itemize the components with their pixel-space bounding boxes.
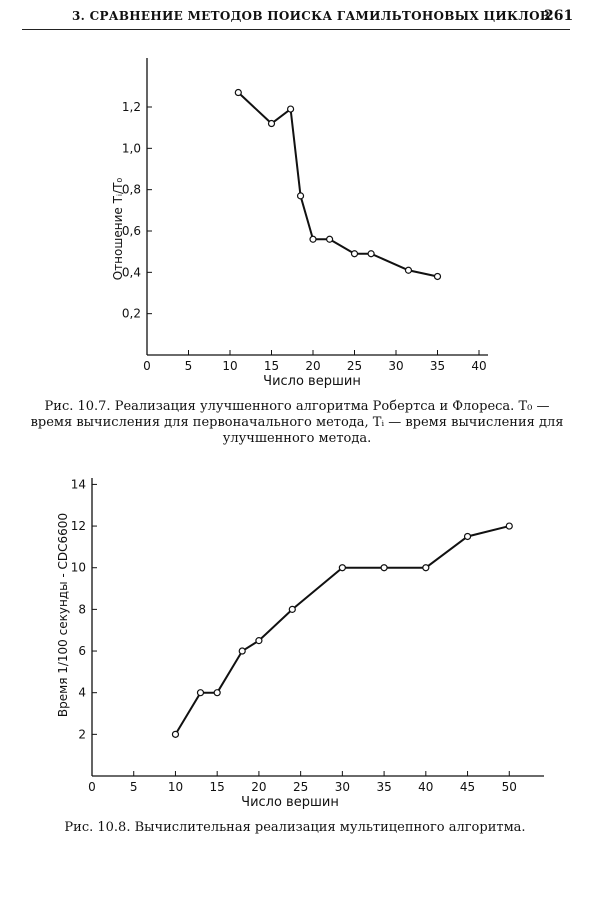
fig1-x-tick-label: 30: [388, 359, 404, 373]
fig1-y-tick-label: 0,6: [121, 224, 141, 238]
fig2-x-tick-label: 30: [334, 780, 351, 794]
fig2-x-tick-label: 10: [167, 780, 184, 794]
fig2-data-point: [214, 690, 220, 696]
fig1-series-line: [238, 93, 437, 277]
fig2-y-tick-label: 2: [78, 727, 86, 742]
fig2-y-tick-label: 8: [78, 602, 86, 617]
fig1-x-tick-label: 10: [222, 359, 238, 373]
fig2-data-point: [506, 523, 512, 529]
fig2-y-tick-label: 4: [78, 685, 86, 700]
fig1-y-tick-label: 0,8: [121, 182, 141, 197]
fig2-x-tick-label: 40: [418, 780, 434, 794]
fig2-data-point: [239, 648, 245, 654]
fig1-data-point: [352, 251, 358, 257]
figure-10-7-chart: [0, 0, 593, 400]
fig2-data-point: [197, 690, 203, 696]
fig2-data-point: [381, 565, 387, 571]
fig1-x-axis-label: Число вершин: [263, 374, 361, 389]
fig2-x-axis-label: Число вершин: [241, 795, 339, 810]
fig2-x-tick-label: 50: [501, 780, 517, 794]
fig1-y-axis-label: Отношение Tᵢ/T₀: [111, 177, 125, 281]
fig2-x-tick-label: 25: [292, 780, 309, 794]
fig2-x-tick-label: 35: [376, 780, 392, 794]
fig1-y-tick-label: 0,2: [121, 306, 141, 321]
fig2-y-tick-label: 6: [78, 644, 86, 659]
fig1-data-point: [327, 236, 333, 242]
fig2-y-tick-label: 14: [70, 477, 86, 492]
figure-10-8-chart: [0, 420, 593, 820]
fig2-data-point: [423, 565, 429, 571]
fig1-y-tick-label: 1,2: [121, 100, 141, 114]
fig1-x-tick-label: 0: [143, 359, 151, 373]
fig1-y-tick-label: 0,4: [121, 265, 141, 280]
fig1-data-point: [368, 251, 374, 257]
fig1-data-point: [269, 121, 275, 127]
fig1-x-tick-label: 35: [429, 359, 446, 373]
fig1-y-tick-label: 1,0: [121, 141, 141, 156]
fig1-x-tick-label: 15: [263, 359, 280, 373]
fig2-y-tick-label: 10: [70, 560, 86, 575]
fig1-x-tick-label: 40: [471, 359, 487, 373]
fig2-x-tick-label: 5: [129, 780, 138, 794]
fig2-x-tick-label: 20: [251, 780, 267, 794]
fig1-x-tick-label: 5: [184, 359, 193, 373]
fig2-data-point: [465, 533, 471, 539]
fig2-data-point: [172, 731, 178, 737]
fig1-x-tick-label: 20: [305, 359, 321, 373]
fig2-y-tick-label: 12: [70, 519, 86, 534]
running-title: 3. СРАВНЕНИЕ МЕТОДОВ ПОИСКА ГАМИЛЬТОНОВЫХ ЦИКЛОВ: [72, 9, 551, 23]
fig2-data-point: [339, 565, 345, 571]
fig1-data-point: [435, 273, 441, 279]
figure-10-8-caption: Рис. 10.8. Вычислительная реализация мультицепного алгоритма.: [64, 820, 526, 835]
page-number: 261: [544, 8, 574, 24]
fig1-data-point: [310, 236, 316, 242]
fig2-data-point: [289, 606, 295, 612]
fig2-series-line: [175, 526, 509, 734]
fig2-y-axis-label: Время 1/100 секунды - CDC6600: [56, 512, 70, 718]
fig2-data-point: [256, 638, 262, 644]
figure-10-7-caption: Рис. 10.7. Реализация улучшенного алгоритма Робертса и Флореса. T₀ — время вычисления для первоначального метода, Tᵢ — время вычисления для улучшенного метода.: [30, 399, 564, 446]
fig2-x-tick-label: 45: [459, 780, 476, 794]
fig1-data-point: [235, 90, 241, 96]
fig2-x-tick-label: 0: [88, 780, 96, 794]
fig1-data-point: [288, 106, 294, 112]
fig2-x-tick-label: 15: [209, 780, 225, 794]
fig1-x-tick-label: 25: [346, 359, 363, 373]
fig1-data-point: [298, 193, 304, 199]
fig1-data-point: [405, 267, 411, 273]
